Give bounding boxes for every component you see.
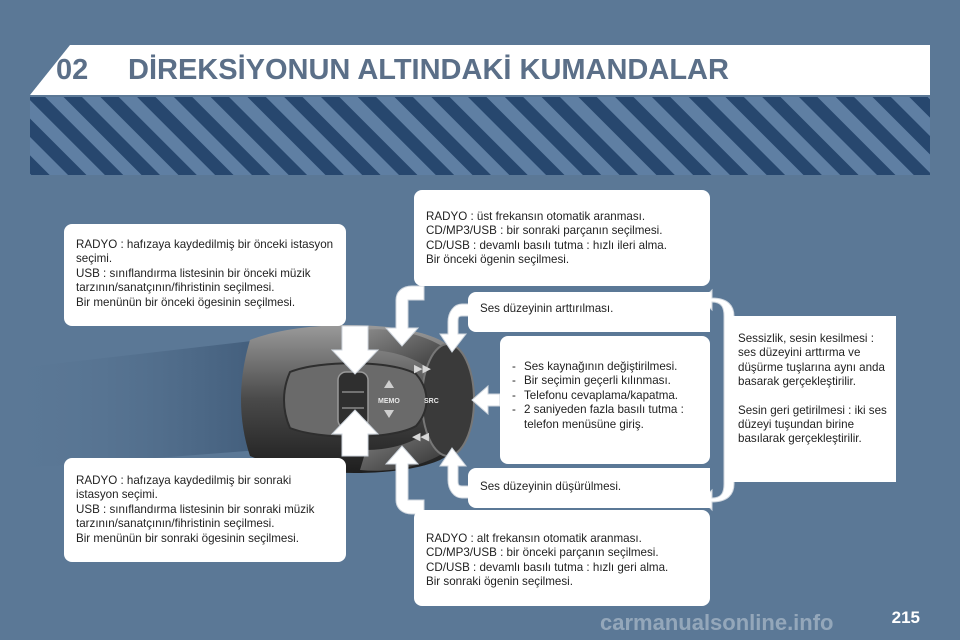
box-line: Ses düzeyinin düşürülmesi. [480,480,622,493]
box-line: RADYO : alt frekansın otomatik aranması. [426,532,642,545]
stalk-shaft [0,340,260,470]
box-line: Ses düzeyinin arttırılması. [480,302,614,315]
box-line: Sessizlik, sesin kesilmesi : ses düzeyini arttırma ve düşürme tuşlarına aynı anda basarak gerçekleştirilir. [738,332,885,389]
box-line: RADYO : üst frekansın otomatik aranması. [426,210,646,223]
source-list [508,360,702,432]
arrow-src-icon [472,386,500,414]
list-item: - Telefonu cevaplama/kapatma. [508,389,702,403]
box-volume-up [468,292,710,332]
watermark: carmanualsonline.info [600,610,834,635]
box-line: Bir menünün bir sonraki ögesinin seçilmesi. [76,531,299,545]
box-line: USB : sınıflandırma listesinin bir sonraki müzik tarzının/sanatçının/fihristinin seçilmesi. [76,502,315,531]
box-line: CD/USB : devamlı basılı tutma : hızlı geri alma. [426,560,669,574]
memo-label: MEMO [378,398,400,405]
box-line: CD/USB : devamlı basılı tutma : hızlı ileri alma. [426,238,667,252]
box-line: CD/MP3/USB : bir önceki parçanın seçilmesi. [426,546,659,560]
fast-forward-icon: ▶▶ [414,362,431,375]
box-seek-up [414,190,710,286]
box-source [500,336,710,464]
page-title: DİREKSİYONUN ALTINDAKİ KUMANDALAR [128,54,729,86]
list-item: - Ses kaynağının değiştirilmesi. [508,360,702,374]
box-volume-down [468,468,710,508]
box-mute [730,316,896,482]
page-number: 215 [891,608,920,627]
src-label: SRC [424,398,439,405]
box-line: Bir sonraki ögenin seçilmesi. [426,575,573,589]
list-item: - 2 saniyeden fazla basılı tutma : telefon menüsüne giriş. [508,403,702,432]
box-seek-down [414,510,710,606]
box-line: RADYO : hafızaya kaydedilmiş bir sonraki istasyon seçimi. [76,474,292,502]
box-line: Bir menünün bir önceki ögesinin seçilmesi. [76,295,296,309]
box-line: CD/MP3/USB : bir sonraki parçanın seçilmesi. [426,224,663,238]
box-line: Bir önceki ögenin seçilmesi. [426,253,570,267]
chapter-number: 02 [56,54,89,86]
rewind-icon: ◀◀ [412,430,429,443]
box-line: Sesin geri getirilmesi : iki ses düzeyi tuşundan birine basılarak gerçekleştirilir. [738,403,887,446]
box-next-station [64,458,346,562]
box-line: USB : sınıflandırma listesinin bir önceki müzik tarzının/sanatçının/fihristinin seçilmesi. [76,266,311,295]
box-line: RADYO : hafızaya kaydedilmiş bir önceki istasyon seçimi. [76,238,334,266]
list-item: - Bir seçimin geçerli kılınması. [508,374,702,388]
box-previous-station [64,224,346,326]
